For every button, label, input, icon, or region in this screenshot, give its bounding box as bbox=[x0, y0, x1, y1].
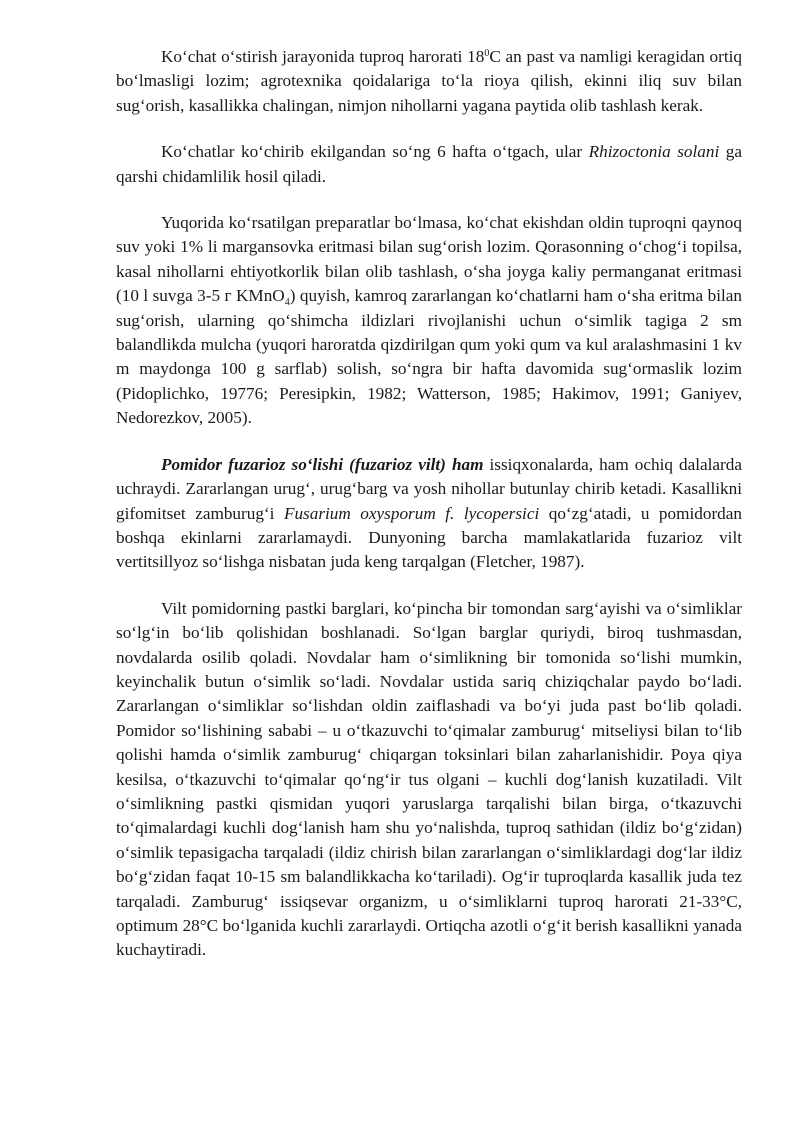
text-run: ) quyish, kamroq zararlangan ko‘chatlarni ham o‘sha eritma bilan sug‘orish, ularning qo‘shimcha ildizlari rivojlanishi uchun o‘simlik tagiga 2 sm balandlikda mulcha (yuqori haroratda qizdirilgan qum yoki qum va kul aralashmasini 1 kv m maydonga 100 g sarflab) solish, so‘ngra bir hafta davomida sug‘ormaslik lozim (Pidoplichko, 19776; Peresipkin, 1982; Watterson, 1985; Hakimov, 1991; Ganiyev, Nedorezkov, 2005). bbox=[116, 286, 742, 428]
paragraph-soil-treatment bbox=[116, 211, 742, 431]
italic-species-name: Rhizoctonia solani bbox=[588, 142, 720, 162]
italic-species-name: Fusarium oxysporum f. lycopersici bbox=[283, 503, 540, 523]
section-heading-inline: Pomidor fuzarioz so‘lishi (fuzarioz vilt) ham bbox=[161, 454, 484, 474]
paragraph-wilt-symptoms bbox=[116, 597, 742, 963]
text-run: ga qarshi chidamlilik hosil qiladi. bbox=[116, 142, 742, 186]
paragraph-rhizoctonia-resistance bbox=[116, 140, 742, 189]
subscript-formula: 4 bbox=[284, 297, 290, 309]
text-run: Yuqorida ko‘rsatilgan preparatlar bo‘lmasa, ko‘chat ekishdan oldin tuproqni qaynoq suv yoki 1% li margansovka eritmasi bilan sug‘orish lozim. Qorasonning o‘chog‘i topilsa, kasal nihollarni ehtiyotkorlik bilan olib tashlash, o‘sha joyga kaliy permanganat eritmasi (10 l suvga 3-5 г KMnO bbox=[116, 213, 742, 306]
superscript-degree: 0 bbox=[484, 48, 490, 59]
paragraph-seedling-conditions bbox=[116, 45, 742, 118]
text-run: Vilt pomidorning pastki barglari, ko‘pincha bir tomondan sarg‘ayishi va o‘simliklar so‘lg‘in bo‘lib qolishidan boshlanadi. So‘lgan barglar quriydi, biroq tushmasdan, novdalarda osilib qoladi. Novdalar ham o‘simlikning bir tomonida so‘lishi mumkin, keyinchalik butun o‘simlik so‘ladi. Novdalar ustida sariq chiziqchalar paydo bo‘ladi. Zararlangan o‘simliklar so‘lishdan oldin zaiflashadi va bo‘yi juda past bo‘lib qoladi. Pomidor so‘lishining sababi – u o‘tkazuvchi to‘qimalar zamburug‘ mitseliysi bilan to‘lib qolishi hamda o‘simlik zamburug‘ chiqargan toksinlari bilan zaharlanishidir. Poya qiya kesilsa, o‘tkazuvchi to‘qimalar qo‘ng‘ir tus olgani – kuchli dog‘lanish kuzatiladi. Vilt o‘simlikning pastki qismidan yuqori yaruslarga tarqalishi bilan birga, o‘tkazuvchi to‘qimalardagi kuchli dog‘lanish ham shu yo‘nalishda, tuproq sathidan (ildiz bo‘g‘zidan) o‘simlik tepasigacha tarqaladi (ildiz chirish bilan zararlangan o‘simliklardagi dog‘lar ildiz bo‘g‘zidan faqat 10-15 sm balandlikkacha ko‘tariladi). Og‘ir tuproqlarda kasallik juda tez tarqaladi. Zamburug‘ issiqsevar organizm, u o‘simliklarni tuproq harorati 21-33°C, optimum 28°C bo‘lganida kuchli zararlaydi. Ortiqcha azotli o‘g‘it berish kasallikni yanada kuchaytiradi. bbox=[116, 598, 742, 960]
text-run: C an past va namligi keragidan ortiq bo‘lmasligi lozim; agrotexnika qoidalariga to‘la rioya qilish, ekinni iliq suv bilan sug‘orish, kasallikka chalingan, nimjon nihollarni yagana paytida olib tashlash kerak. bbox=[116, 47, 743, 115]
text-run: Ko‘chat o‘stirish jarayonida tuproq harorati 18 bbox=[161, 47, 485, 66]
paragraph-fusarium-wilt bbox=[116, 453, 742, 575]
text-run: qo‘zg‘atadi, u pomidordan boshqa ekinlarni zararlamaydi. Dunyoning barcha mamlakatlarida fuzarioz vilt vertitsillyoz so‘lishga nisbatan juda keng tarqalgan (Fletcher, 1987). bbox=[116, 503, 742, 572]
text-run: issiqxonalarda, ham ochiq dalalarda uchraydi. Zararlangan urug‘, urug‘barg va yosh nihollar butunlay chirib ketadi. Kasallikni gifomitset zamburug‘i bbox=[116, 454, 742, 523]
text-run: Ko‘chatlar ko‘chirib ekilgandan so‘ng 6 hafta o‘tgach, ular bbox=[161, 142, 589, 162]
